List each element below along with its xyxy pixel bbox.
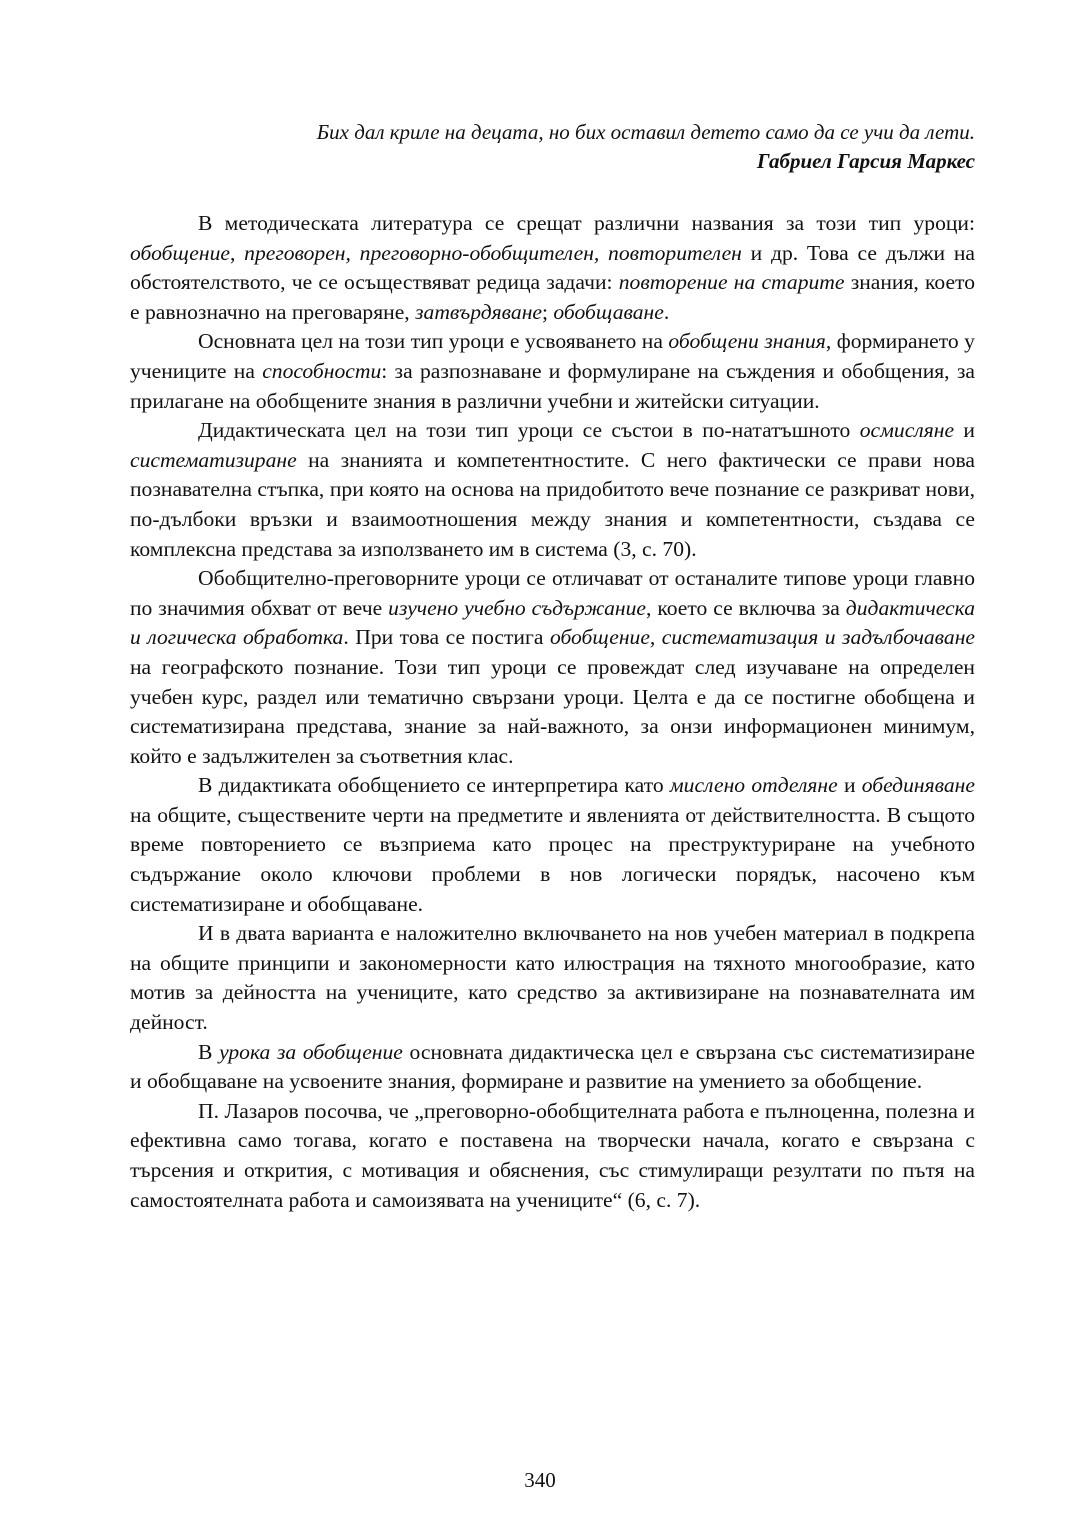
paragraph <box>130 209 975 327</box>
epigraph-quote: Бих дал криле на децата, но бих оставил детето само да се учи да лети. <box>316 120 975 144</box>
italic-term: осмисляне <box>859 418 955 443</box>
text-segment: В дидактиката обобщението се интерпретира като <box>198 773 670 798</box>
text-segment: . При това се постига <box>343 625 550 650</box>
italic-term: повторение на старите <box>618 270 845 295</box>
italic-term: систематизиране <box>130 447 297 472</box>
text-segment: основната дидактическа цел е свързана със систематизиране и обобщаване на усвоените знания, формиране и развитие на умението за обобщение. <box>130 1039 975 1094</box>
italic-term: обобщени знания <box>668 329 826 354</box>
italic-term: изучено учебно съдържание <box>388 595 646 620</box>
text-segment: В методическата литература се срещат различни названия за този тип уроци: <box>198 211 975 235</box>
text-segment: и <box>954 418 975 443</box>
italic-term: обобщаване <box>553 299 664 324</box>
italic-term: обобщение, систематизация и задълбочаване <box>549 625 975 650</box>
text-segment: на географското познание. Този тип уроци се провеждат след изучаване на определен учебен курс, раздел или тематично свързани уроци. Целта е да се постигне обобщена и систематизирана представа, знание за най-важното, за онзи информационен минимум, който е задължителен за съответния клас. <box>130 654 975 768</box>
text-segment: Дидактическата цел на този тип уроци се състои в по-нататъшното <box>198 418 860 443</box>
italic-term: затвърдяване <box>415 299 542 324</box>
italic-term: способности <box>262 358 382 383</box>
epigraph <box>130 118 975 176</box>
text-segment: Обобщително-преговорните уроци се отличават от останалите типове уроци главно по значимия обхват от вече <box>130 566 975 620</box>
text-segment: на общите, съществените черти на предметите и явленията от действителността. В същото време повторението се възприема като процес на преструктуриране на учебното съдържание около ключови проблеми в нов логически порядък, насочено към систематизиране и обобщаване. <box>130 802 975 916</box>
italic-term: урока за обобщение <box>219 1039 403 1064</box>
epigraph-author: Габриел Гарсия Маркес <box>756 149 975 173</box>
text-segment: В <box>198 1039 220 1064</box>
paragraph <box>130 919 975 1037</box>
text-segment: и <box>837 773 862 798</box>
paragraph <box>130 771 975 919</box>
paragraph <box>130 1038 975 1097</box>
text-segment: ; <box>542 299 554 324</box>
page-number: 340 <box>524 1468 556 1492</box>
italic-term: обобщение <box>130 240 230 265</box>
text-segment: , което се включва за <box>645 595 846 620</box>
paragraph <box>130 327 975 416</box>
text-segment: П. Лазаров посочва, че „преговорно-обобщителната работа е пълноценна, полезна и ефективна само тогава, когато е поставена на творчески начала, когато е свързана с търсения и открития, с мотивация и обяснения, със стимулиращи резултати по пътя на самостоятелната работа и самоизявата на учениците“ (6, с. 7). <box>130 1098 975 1212</box>
paragraph <box>130 416 975 564</box>
paragraph <box>130 564 975 771</box>
text-segment: , <box>229 240 245 265</box>
body-text <box>130 209 975 1215</box>
italic-term: обединяване <box>861 773 975 798</box>
paragraph <box>130 1097 975 1215</box>
text-segment: знания, което е равнозначно на преговаряне, <box>130 270 976 324</box>
text-segment: и др. Това се дължи на обстоятелството, че се осъществяват редица задачи: <box>130 240 976 295</box>
text-segment: : за разпознаване и формулиране на съждения и обобщения, за прилагане на обобщените знания в различни учебни и житейски ситуации. <box>130 358 975 413</box>
text-segment: . <box>663 299 670 324</box>
text-segment: Основната цел на този тип уроци е усвояването на <box>198 329 669 354</box>
text-segment: , формирането у учениците на <box>130 329 975 383</box>
italic-term: преговорен, преговорно-обобщителен, повторителен <box>244 240 742 265</box>
text-segment: И в двата варианта е наложително включването на нов учебен материал в подкрепа на общите принципи и закономерности като илюстрация на тяхното многообразие, като мотив за дейността на учениците, като средство за активизиране на познавателната им дейност. <box>130 921 975 1035</box>
text-segment: на знанията и компетентностите. С него фактически се прави нова познавателна стъпка, при която на основа на придобитото вече познание се разкриват нови, по-дълбоки връзки и взаимоотношения между знания и компетентности, създава се комплексна представа за използването им в система (3, с. 70). <box>130 447 975 561</box>
italic-term: дидактическа и логическа обработка <box>130 595 975 650</box>
italic-term: мислено отделяне <box>669 773 838 798</box>
